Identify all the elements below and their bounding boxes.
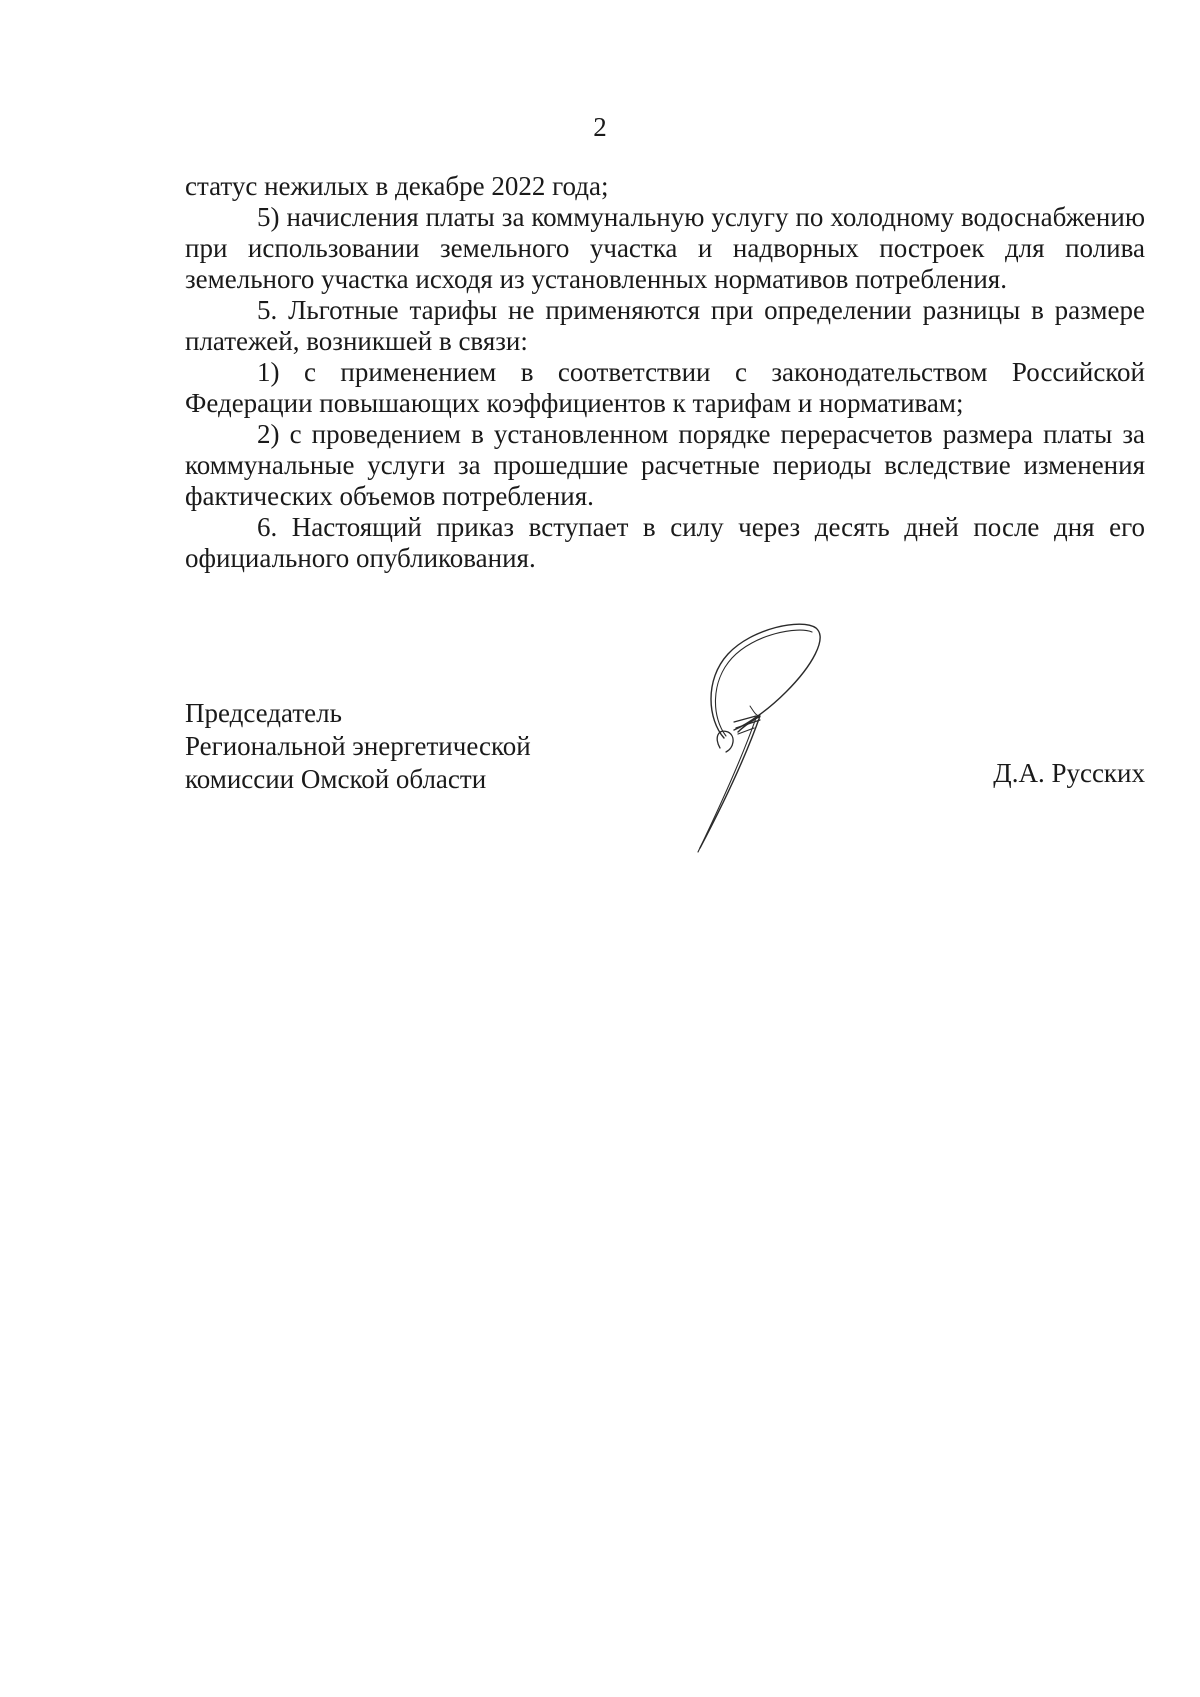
- paragraph-item-5: 5) начисления платы за коммунальную услугу по холодному водоснабжению при использовании земельного участка и надворных построек для полива земельного участка исходя из установленных нормативов потребления.: [185, 202, 1145, 294]
- paragraph-continuation: статус нежилых в декабре 2022 года;: [185, 171, 609, 201]
- paragraph-clause-6: 6. Настоящий приказ вступает в силу через десять дней после дня его официального опубликования.: [185, 512, 1145, 573]
- position-line: Председатель: [185, 698, 342, 728]
- paragraph-clause-5: 5. Льготные тарифы не применяются при определении разницы в размере платежей, возникшей в связи:: [185, 295, 1145, 356]
- document-body: [185, 171, 1145, 574]
- signer-name: Д.А. Русских: [993, 758, 1145, 788]
- signatory-position: [185, 697, 531, 796]
- paragraph-subitem-2: 2) с проведением в установленном порядке перерасчетов размера платы за коммунальные услуги за прошедшие расчетные периоды вследствие изменения фактических объемов потребления.: [185, 419, 1145, 511]
- page-number: 2: [593, 112, 607, 142]
- position-line: Региональной энергетической: [185, 731, 531, 761]
- position-line: комиссии Омской области: [185, 764, 487, 794]
- paragraph-subitem-1: 1) с применением в соответствии с законодательством Российской Федерации повышающих коэффициентов к тарифам и нормативам;: [185, 357, 1145, 418]
- handwritten-signature: [690, 620, 870, 860]
